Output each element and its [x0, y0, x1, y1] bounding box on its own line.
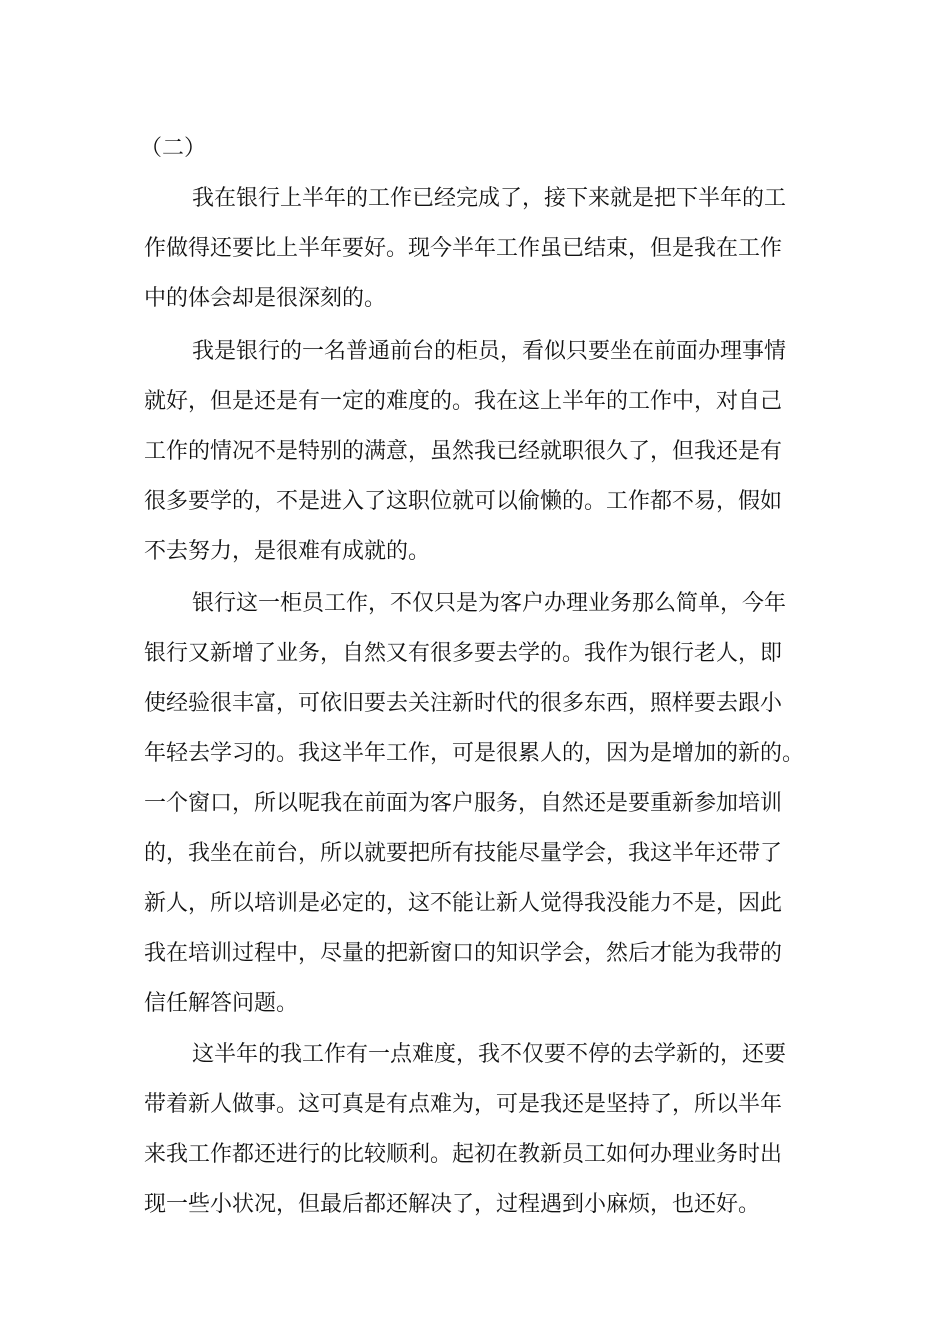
paragraph-3-line-8: 我在培训过程中，尽量的把新窗口的知识学会，然后才能为我带的 [144, 941, 783, 966]
paragraph-3-line-9: 信任解答问题。 [144, 991, 299, 1016]
paragraph-4-line-1: 这半年的我工作有一点难度，我不仅要不停的去学新的，还要 [192, 1042, 787, 1067]
paragraph-3-line-1: 银行这一柜员工作，不仅只是为客户办理业务那么简单，今年 [192, 591, 787, 616]
paragraph-4-line-2: 带着新人做事。这可真是有点难为，可是我还是坚持了，所以半年 [144, 1092, 783, 1117]
paragraph-2-line-4: 很多要学的，不是进入了这职位就可以偷懒的。工作都不易，假如 [144, 489, 783, 514]
paragraph-3-line-4: 年轻去学习的。我这半年工作，可是很累人的，因为是增加的新的。 [144, 741, 805, 766]
paragraph-3-line-2: 银行又新增了业务，自然又有很多要去学的。我作为银行老人，即 [144, 641, 783, 666]
paragraph-3-line-3: 使经验很丰富，可依旧要去关注新时代的很多东西，照样要去跟小 [144, 691, 783, 716]
paragraph-1-line-2: 作做得还要比上半年要好。现今半年工作虽已结束，但是我在工作 [144, 236, 783, 261]
paragraph-4-line-3: 来我工作都还进行的比较顺利。起初在教新员工如何办理业务时出 [144, 1142, 783, 1167]
paragraph-4-line-4: 现一些小状况，但最后都还解决了，过程遇到小麻烦，也还好。 [144, 1192, 761, 1217]
paragraph-2-line-2: 就好，但是还是有一定的难度的。我在这上半年的工作中，对自己 [144, 389, 783, 414]
paragraph-3-line-6: 的，我坐在前台，所以就要把所有技能尽量学会，我这半年还带了 [144, 841, 783, 866]
section-heading: （二） [140, 136, 207, 161]
paragraph-1-line-3: 中的体会却是很深刻的。 [144, 286, 387, 311]
paragraph-2-line-3: 工作的情况不是特别的满意，虽然我已经就职很久了，但我还是有 [144, 439, 783, 464]
paragraph-1-line-1: 我在银行上半年的工作已经完成了，接下来就是把下半年的工 [192, 186, 787, 211]
paragraph-3-line-5: 一个窗口，所以呢我在前面为客户服务，自然还是要重新参加培训 [144, 791, 783, 816]
paragraph-3-line-7: 新人，所以培训是必定的，这不能让新人觉得我没能力不是，因此 [144, 891, 783, 916]
paragraph-2-line-1: 我是银行的一名普通前台的柜员，看似只要坐在前面办理事情 [192, 339, 787, 364]
paragraph-2-line-5: 不去努力，是很难有成就的。 [144, 539, 431, 564]
